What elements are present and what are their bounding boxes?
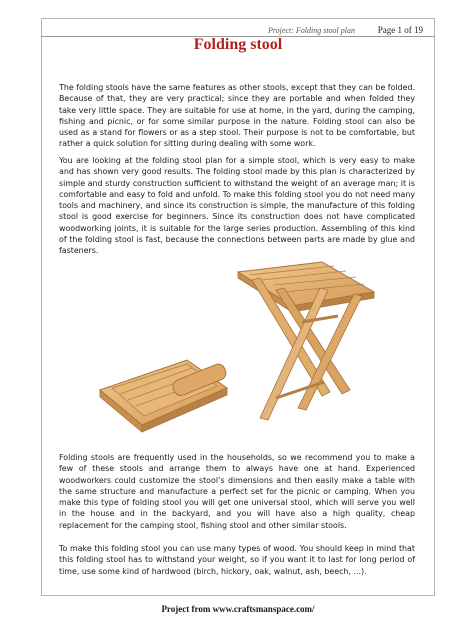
- paragraph-intro: The folding stools have the same features as other stools, except that they can be folded. Because of that, they are very practical; since they are portable and when folded they take very little space. They are suitable for use at home, in the yard, during the camping, fishing and picnic, or for some similar purpose in the nature. Folding stool can also be used as a stand for flowers or as a step stool. Their purpose is not to be comfortable, but rather a quick solution for sitting during dealing with some work.: [59, 83, 415, 149]
- paragraph-description: You are looking at the folding stool plan for a simple stool, which is very easy to make and has shown very good results. The folding stool made by this plan is characterized by simple and sturdy construction sufficient to withstand the weight of an average man; it is comfortable and easy to fold and unfold. To make this folding stool you do not need many tools and machinery, and since its construction is simple, the manufacture of this folding stool is good exercise for beginners. Since its construction does not have complicated woodworking joints, it is suitable for the large series production. Assembling of this kind of the folding stool is fast, because the connections between parts are made by glue and fasteners.: [59, 156, 415, 256]
- paragraph-wood-types: To make this folding stool you can use many types of wood. You should keep in mind that this folding stool has to withstand your weight, so if you want it to last for long period of time, use some kind of hardwood (birch, hickory, oak, walnut, ash, beech, ...).: [59, 544, 415, 576]
- project-label: Project: Folding stool plan: [267, 26, 355, 35]
- folded-stool-drawing: [100, 360, 228, 432]
- page-title: Folding stool: [193, 36, 283, 53]
- paragraph-usage: Folding stools are frequently used in the households, so we recommend you to make a few of these stools and arrange them to always have one at hand. Experienced woodworkers could customize the stool’s dimensions and then easily make a table with the same structure and manufacture a perfect set for the picnic or camping. When you make this type of folding stool you will get one universal stool, which will serve you well in the house and in the backyard, and you will have also a high quality, cheap replacement for the camping stool, fishing stool and other similar stools.: [59, 453, 415, 530]
- page-footer: Project from www.craftsmanspace.com/: [161, 604, 315, 614]
- standing-stool-drawing: [238, 262, 374, 420]
- page-number: Page 1 of 19: [377, 25, 423, 35]
- folding-stool-illustration: [92, 260, 382, 440]
